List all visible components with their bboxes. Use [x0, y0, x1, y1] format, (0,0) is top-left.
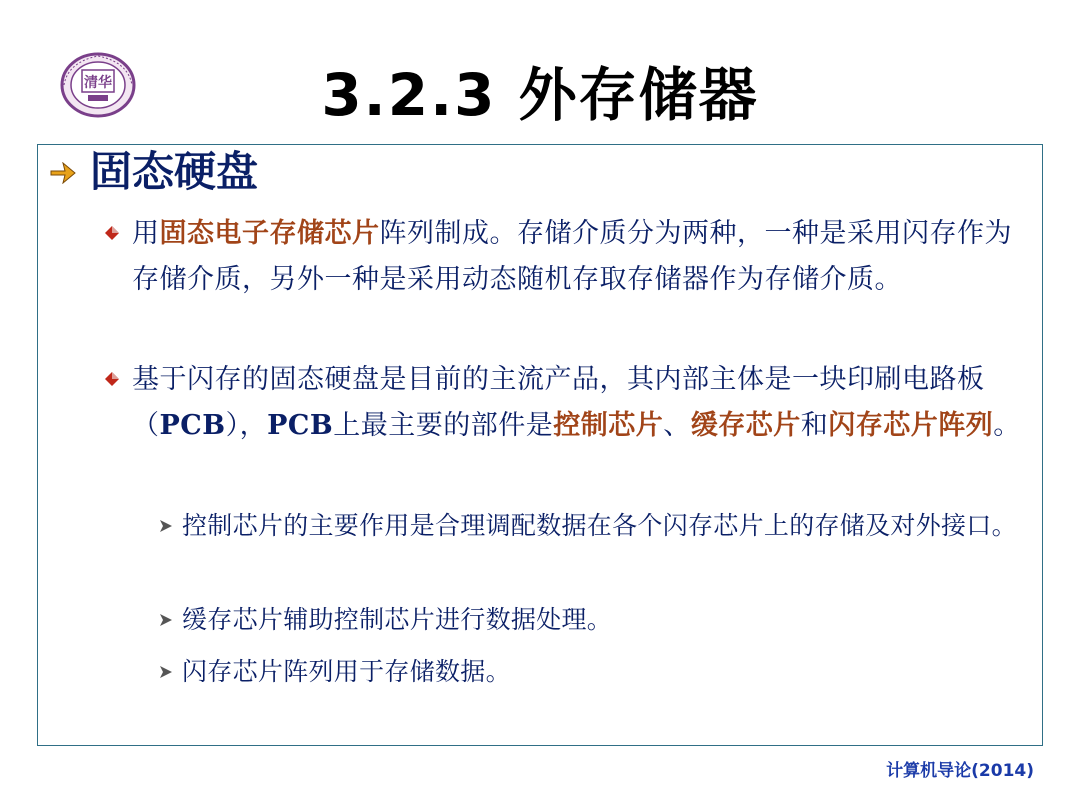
sub-bullet-3-text: 闪存芯片阵列用于存储数据。	[182, 657, 511, 686]
bullet-2-text-a: 基于闪存的固态硬盘是目前的主流产品，其内部主体是一块印刷电路板（	[132, 364, 985, 441]
bullet-item-2	[104, 357, 1039, 449]
sub-bullet-arrow-icon	[158, 613, 174, 627]
sub-bullet-item-3	[158, 650, 1038, 693]
sub-bullet-arrow-icon	[158, 665, 174, 679]
bullet-diamond-icon	[104, 371, 120, 387]
bullet-2-text-b: ），	[225, 410, 268, 441]
section-heading: 固态硬盘	[90, 147, 259, 196]
bullet-2-pcb-1: PCB	[159, 410, 226, 441]
heading-row	[50, 148, 258, 196]
bullet-1-text-b: 阵列制成。存储介质分为两种，一种是采用闪存作为存储介质，另外一种是采用动态随机存取存储器作为存储介质。	[132, 218, 1012, 295]
sub-bullet-item-2	[158, 598, 1038, 641]
sub-bullet-item-1	[158, 504, 1038, 547]
bullet-item-1	[104, 211, 1039, 303]
bullet-1-text-a: 用	[132, 218, 160, 249]
bullet-2-text-f: 。	[993, 410, 1021, 441]
slide-title: 3.2.3 外存储器	[321, 61, 759, 129]
bullet-2-highlight-flash-array: 闪存芯片阵列	[828, 410, 994, 441]
bullet-2-pcb-2: PCB	[267, 410, 334, 441]
sub-bullet-2-text: 缓存芯片辅助控制芯片进行数据处理。	[182, 605, 613, 634]
bullet-arrow-icon	[50, 162, 76, 184]
bullet-2-text-c: 上最主要的部件是	[333, 410, 554, 441]
bullet-2-highlight-control-chip: 控制芯片	[553, 410, 664, 441]
sub-bullet-1-text: 控制芯片的主要作用是合理调配数据在各个闪存芯片上的存储及对外接口。	[182, 511, 1017, 540]
logo-seal-text: 清华	[84, 75, 112, 91]
bullet-1-highlight: 固态电子存储芯片	[159, 218, 380, 249]
sub-bullet-arrow-icon	[158, 519, 174, 533]
bullet-2-text-d: 、	[663, 410, 691, 441]
bullet-2-highlight-cache-chip: 缓存芯片	[690, 410, 801, 441]
footer-course-label: 计算机导论(2014)	[886, 761, 1034, 781]
bullet-diamond-icon	[104, 225, 120, 241]
bullet-2-text-e: 和	[800, 410, 829, 441]
